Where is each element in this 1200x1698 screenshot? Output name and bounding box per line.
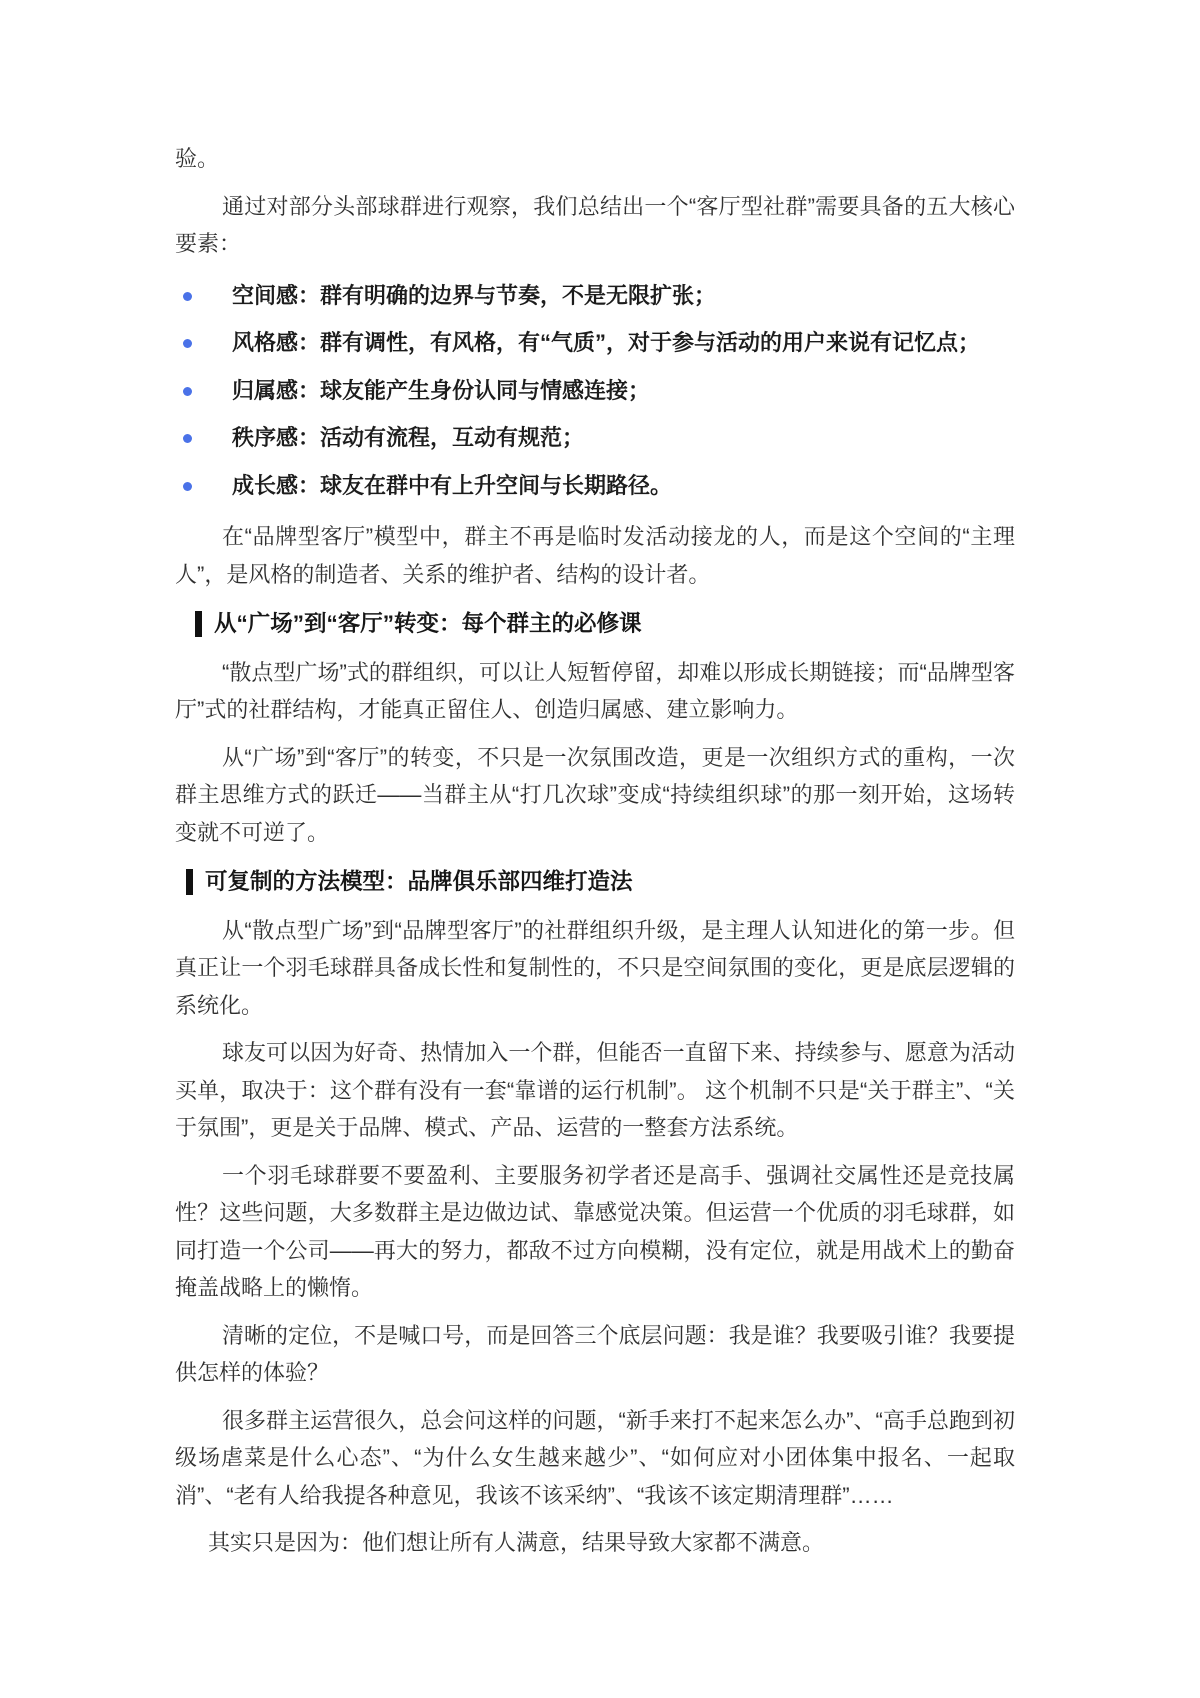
bullet-item — [175, 277, 1015, 315]
document-content — [175, 0, 1015, 1562]
heading-bar-icon — [186, 869, 193, 895]
bullet-item-label: 成长感：球友在群中有上升空间与长期路径。 — [232, 472, 673, 498]
bullet-dot-icon — [183, 387, 192, 396]
bullet-item — [175, 467, 1015, 505]
bullet-item-label: 归属感：球友能产生身份认同与情感连接； — [232, 377, 651, 403]
bullet-dot-icon — [183, 339, 192, 348]
bullet-item — [175, 419, 1015, 457]
paragraph-leading-fragment: 验。 — [175, 146, 220, 171]
heading-bar-icon — [195, 611, 202, 637]
paragraph: 一个羽毛球群要不要盈利、主要服务初学者还是高手、强调社交属性还是竞技属性？这些问题，大多数群主是边做边试、靠感觉决策。但运营一个优质的羽毛球群，如同打造一个公司——再大的努力，都敌不过方向模糊，没有定位，就是用战术上的勤奋掩盖战略上的懒惰。 — [175, 1162, 1015, 1300]
paragraph: 很多群主运营很久，总会问这样的问题，“新手来打不起来怎么办”、“高手总跑到初级场虐菜是什么心态”、“为什么女生越来越少”、“如何应对小团体集中报名、一起取消”、“老有人给我提各种意见，我该不该采纳”、“我该不该定期清理群”…… — [175, 1407, 1015, 1508]
bullet-item-label: 空间感：群有明确的边界与节奏，不是无限扩张； — [232, 282, 717, 308]
bullet-list — [175, 277, 1015, 505]
bullet-item-label: 秩序感：活动有流程，互动有规范； — [232, 425, 585, 450]
bullet-item-label: 风格感：群有调性，有风格，有“气质”，对于参与活动的用户来说有记忆点； — [232, 330, 981, 355]
paragraph-intro: 通过对部分头部球群进行观察，我们总结出一个“客厅型社群”需要具备的五大核心要素： — [175, 193, 1015, 256]
paragraph: 从“广场”到“客厅”的转变，不只是一次氛围改造，更是一次组织方式的重构，一次群主思维方式的跃迁——当群主从“打几次球”变成“持续组织球”的那一刻开始，这场转变就不可逆了。 — [175, 744, 1015, 845]
section-heading-label: 从“广场”到“客厅”转变：每个群主的必修课 — [214, 611, 642, 636]
paragraph: 球友可以因为好奇、热情加入一个群，但能否一直留下来、持续参与、愿意为活动买单，取决于：这个群有没有一套“靠谱的运行机制”。 这个机制不只是“关于群主”、“关于氛围”，更是关于品牌、模式、产品、运营的一整套方法系统。 — [175, 1040, 1015, 1140]
section-heading — [186, 863, 1015, 901]
paragraph-after-bullets: 在“品牌型客厅”模型中，群主不再是临时发活动接龙的人，而是这个空间的“主理人”，是风格的制造者、关系的维护者、结构的设计者。 — [175, 524, 1015, 587]
section-heading-label: 可复制的方法模型：品牌俱乐部四维打造法 — [205, 869, 633, 894]
paragraph: “散点型广场”式的群组织，可以让人短暂停留，却难以形成长期链接；而“品牌型客厅”式的社群结构，才能真正留住人、创造归属感、建立影响力。 — [175, 659, 1015, 722]
bullet-item — [175, 372, 1015, 410]
paragraph-conclusion: 其实只是因为：他们想让所有人满意，结果导致大家都不满意。 — [208, 1530, 825, 1555]
bullet-dot-icon — [183, 482, 192, 491]
paragraph: 从“散点型广场”到“品牌型客厅”的社群组织升级，是主理人认知进化的第一步。但真正让一个羽毛球群具备成长性和复制性的，不只是空间氛围的变化，更是底层逻辑的系统化。 — [175, 917, 1015, 1018]
bullet-dot-icon — [183, 434, 192, 443]
bullet-item — [175, 324, 1015, 362]
bullet-dot-icon — [183, 292, 192, 301]
section-heading — [195, 605, 1015, 643]
paragraph: 清晰的定位，不是喊口号，而是回答三个底层问题：我是谁？我要吸引谁？我要提供怎样的体验？ — [175, 1322, 1015, 1385]
